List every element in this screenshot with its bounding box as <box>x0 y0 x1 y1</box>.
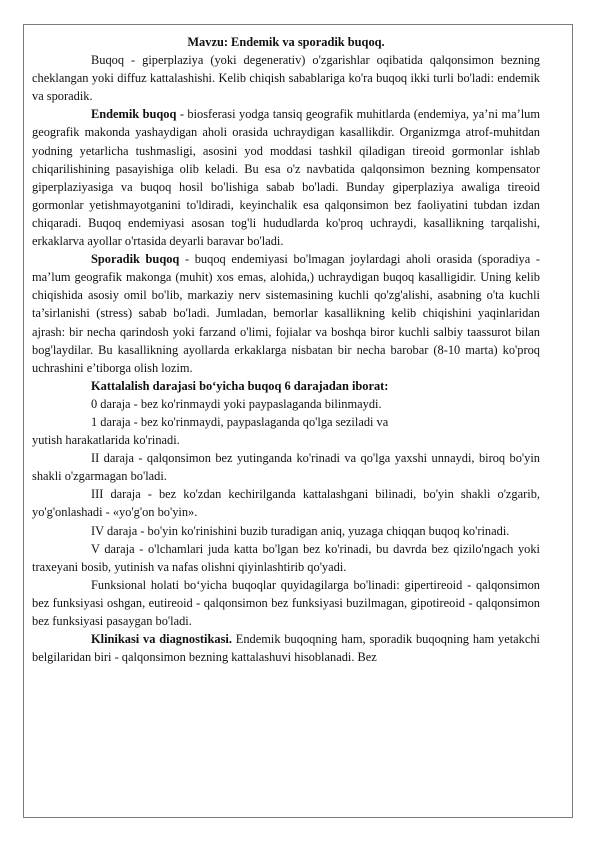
degree-1-line-2: yutish harakatlarida ko'rinadi. <box>32 433 180 448</box>
degree-5: V daraja - o'lchamlari juda katta bo'lgan bez ko'rinadi, bu davrda bez qizilo'ngach yoki traxeyani bosib, yutinish va nafas olishni qiyinlashtirib qo'yadi. <box>32 541 540 574</box>
degree-0: 0 daraja - bez ko'rinmaydi yoki paypaslaganda bilinmaydi. <box>91 396 382 411</box>
degree-3: III daraja - bez ko'zdan kechirilganda kattalashgani bilinadi, bo'yin shakli o'zgarib, yo'g'onlashadi - «yo'g'on bo'yin». <box>32 487 540 520</box>
endemic-text: - biosferasi yodga tansiq geografik muhitlarda (endemiya, ya’ni ma’lum geografik makonda yashaydigan aholi orasida uchraydigan kasallikdir. Organizmga atrof-muhitdan yodning yetarlicha tushmasligi, asosini yod moddasi tashkil qiladigan tireoid gormonlar ishlab chiqarilishining pasayishiga olib keladi. Bu esa o'z navbatida qalqonsimon bezning kompensator giperplaziyasiga va buqoq hosil bo'lishiga sabab bo'ladi. Bunday giperplaziya awaliga tireoid gormonlar yetishmayotganini to'ldiradi, keyinchalik esa qalqonsimon bez faoliyatini tubdan izdan chiqaradi. Buqoq endemiyasi asosan tog'li hududlarda ko'proq uchraydi, kasallikning tarqalishi, erkaklarva ayollar o'rtasida deyarli baravar bo'ladi. <box>32 107 541 249</box>
term-sporadic: Sporadik buqoq <box>91 252 180 267</box>
paragraph-endemic <box>32 105 540 250</box>
paragraph-clinical <box>32 630 540 666</box>
clinical-text: Endemik buqoqning ham, sporadik buqoqning ham yetakchi belgilaridan biri - qalqonsimon bezning kattalashuvi hisoblanadi. Bez <box>32 632 540 665</box>
document-title: Mavzu: Endemik va sporadik buqoq. <box>187 35 385 49</box>
sporadic-text: - buqoq endemiyasi bo'lmagan joylardagi aholi orasida (sporadiya - ma’lum geografik makonga (muhit) xos emas, alohida,) uchraydigan buqoq kasalligidir. Uning kelib chiqishida asosiy omil bo'lib, markaziy nerv sistemasining kuchli qo'zg'alishi, asabning o'ta kuchli ta’sirlanishi (stress) sabab bo'ladi. Jumladan, bemorlar kasallikning kelib chiqishini yaqinlaridan ajrash: bir necha qarindosh yoki farzand o'limi, fojialar va boshqa biror kuchli salbiy taassurot bilan bog'laydilar. Bu kasallikning ayollarda erkaklarga nisbatan bir necha barobar (8-10 marta) ko'proq uchrashini e’tiborga olish lozim. <box>32 252 540 375</box>
degrees-heading: Kattalalish darajasi bo‘yicha buqoq 6 darajadan iborat: <box>91 378 389 393</box>
term-endemic: Endemik buqoq <box>91 107 177 122</box>
document-body <box>32 33 540 666</box>
term-clinical: Klinikasi va diagnostikasi. <box>91 632 232 647</box>
degree-4: IV daraja - bo'yin ko'rinishini buzib turadigan aniq, yuzaga chiqqan buqoq ko'rinadi. <box>91 523 510 538</box>
degree-2: II daraja - qalqonsimon bez yutinganda ko'rinadi va qo'lga yaxshi unnaydi, biroq bo'yin shakli o'zgarmagan bo'ladi. <box>32 451 540 484</box>
paragraph-intro: Buqoq - giperplaziya (yoki degenerativ) o'zgarishlar oqibatida qalqonsimon bezning cheklangan yoki diffuz kattalashishi. Kelib chiqish sabablariga ko'ra buqoq ikki turli bo'ladi: endemik va sporadik. <box>32 53 540 104</box>
paragraph-functional: Funksional holati bo‘yicha buqoqlar quyidagilarga bo'linadi: gipertireoid - qalqonsimon bez funksiyasi oshgan, eutireoid - qalqonsimon bez funksiyasi buzilmagan, gipotireoid - qalqonsimon bez funksiyasi pasaygan bo'ladi. <box>32 577 540 628</box>
degree-1-line-1: 1 daraja - bez ko'rinmaydi, paypaslaganda qo'lga seziladi va <box>91 414 389 429</box>
paragraph-sporadic <box>32 250 540 377</box>
